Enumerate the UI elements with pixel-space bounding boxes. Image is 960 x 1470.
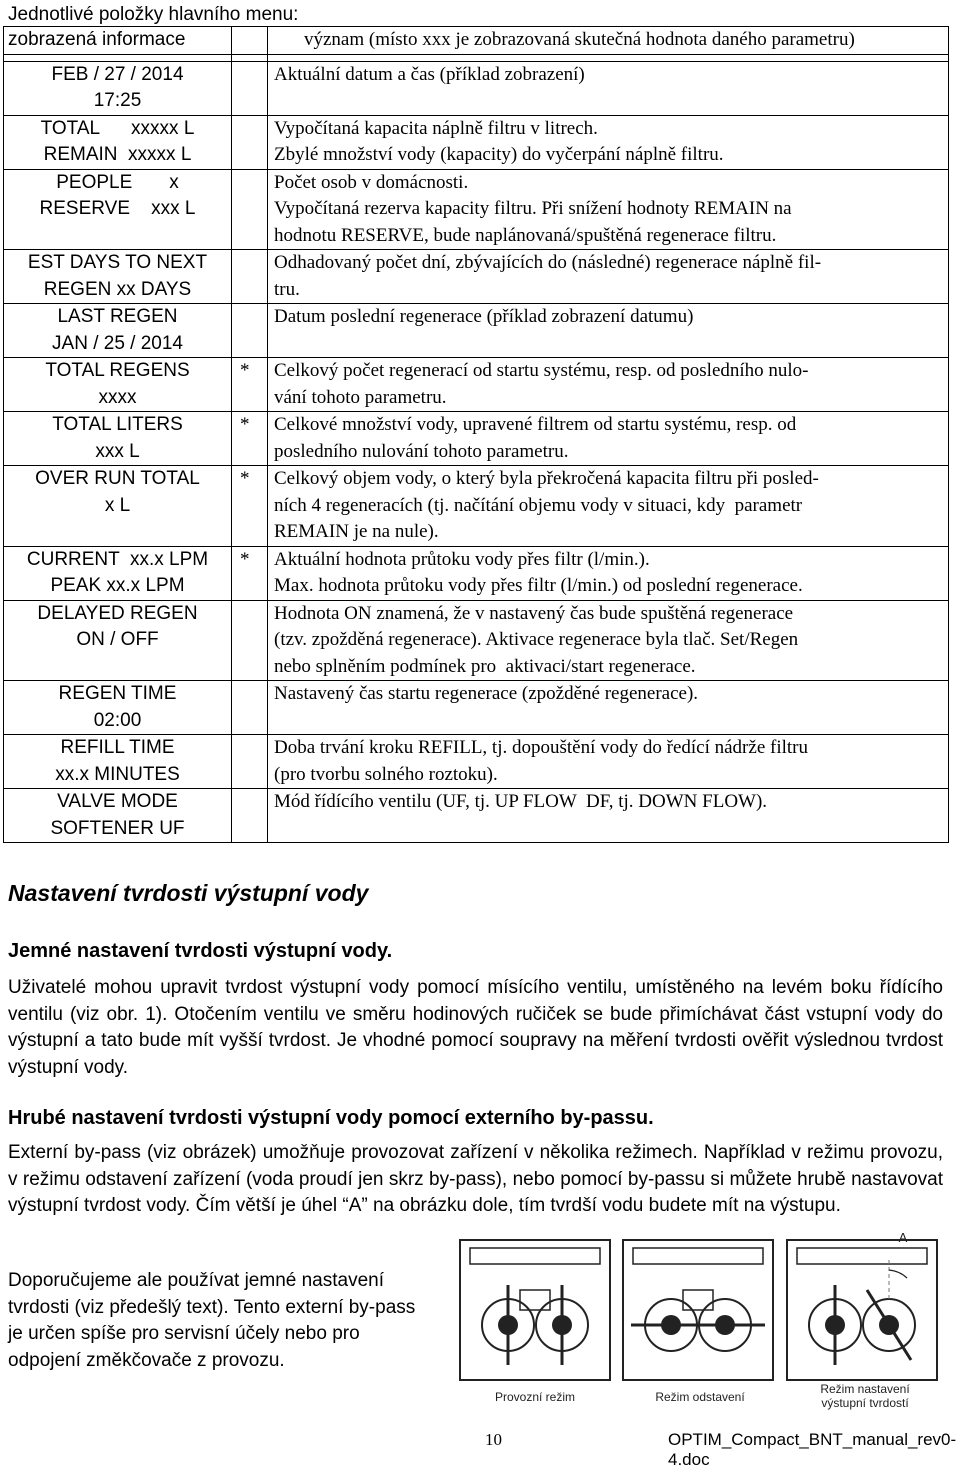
menu-items-table xyxy=(3,26,949,843)
meaning-line: Nastavený čas startu regenerace (zpožděné regenerace). xyxy=(274,683,699,704)
fine-heading: Jemné nastavení tvrdosti výstupní vody. xyxy=(8,940,393,962)
row-star xyxy=(232,681,268,735)
row-meaning xyxy=(268,546,949,600)
row-info xyxy=(4,412,232,466)
meaning-line: Celkový počet regenerací od startu systému, resp. od posledního nulo- xyxy=(274,360,809,381)
row-info xyxy=(4,735,232,789)
meaning-line: (pro tvorbu solného roztoku). xyxy=(274,763,498,785)
info-line: REGEN TIME xyxy=(58,683,177,704)
table-row xyxy=(4,358,949,412)
info-line: FEB / 27 / 2014 xyxy=(51,63,184,85)
header-meaning: význam (místo xxx je zobrazovaná skutečná hodnota daného parametru) xyxy=(268,27,949,55)
row-info xyxy=(4,681,232,735)
row-star xyxy=(232,789,268,843)
table-row xyxy=(4,546,949,600)
row-info xyxy=(4,546,232,600)
row-meaning xyxy=(268,115,949,169)
table-spacer-row xyxy=(4,54,949,61)
row-meaning xyxy=(268,466,949,547)
meaning-line: Celkový objem vody, o který byla překročená kapacita filtru při posled- xyxy=(274,468,819,489)
meaning-line: Datum poslední regenerace (příklad zobrazení datumu) xyxy=(274,306,694,327)
row-info xyxy=(4,789,232,843)
meaning-line: Aktuální hodnota průtoku vody přes filtr (l/min.). xyxy=(274,548,650,570)
table-row xyxy=(4,681,949,735)
recommend-paragraph: Doporučujeme ale používat jemné nastavení tvrdosti (viz předešlý text). Tento externí by-pass je určen spíše pro servisní účely nebo pro odpojení změkčovače z provozu. xyxy=(8,1270,416,1371)
row-meaning xyxy=(268,169,949,250)
meaning-line: Počet osob v domácnosti. xyxy=(274,171,469,193)
row-meaning xyxy=(268,358,949,412)
info-line: TOTAL REGENS xyxy=(45,360,190,381)
row-star xyxy=(232,169,268,250)
table-row xyxy=(4,304,949,358)
info-line: REGEN xx DAYS xyxy=(43,278,192,300)
row-star: * xyxy=(232,358,268,412)
meaning-line: Hodnota ON znamená, že v nastavený čas bude spuštěná regenerace xyxy=(274,602,794,624)
row-star xyxy=(232,250,268,304)
row-star: * xyxy=(232,546,268,600)
info-line: xx.x MINUTES xyxy=(55,763,180,785)
bypass-valve-1 xyxy=(460,1240,610,1380)
bypass-figures xyxy=(455,1230,945,1415)
meaning-line: Max. hodnota průtoku vody přes filtr (l/min.) od poslední regenerace. xyxy=(274,575,803,596)
meaning-line: tru. xyxy=(274,278,300,300)
meaning-line: REMAIN je na nule). xyxy=(274,521,439,542)
figure-label-adjust: Režim nastavení výstupní tvrdostí xyxy=(820,1382,910,1410)
row-star: * xyxy=(232,412,268,466)
figure-label-shutdown: Režim odstavení xyxy=(655,1390,745,1404)
row-info xyxy=(4,250,232,304)
row-meaning xyxy=(268,412,949,466)
row-star xyxy=(232,600,268,681)
header-star xyxy=(232,27,268,55)
meaning-line: Mód řídícího ventilu (UF, tj. UP FLOW DF, tj. DOWN FLOW). xyxy=(274,791,768,812)
info-line: DELAYED REGEN xyxy=(37,602,198,624)
row-meaning xyxy=(268,600,949,681)
info-line: JAN / 25 / 2014 xyxy=(52,332,183,354)
meaning-line: (tzv. zpožděná regenerace). Aktivace regenerace byla tlač. Set/Regen xyxy=(274,629,799,650)
info-line: xxx L xyxy=(95,440,140,462)
info-line: PEAK xx.x LPM xyxy=(50,575,185,596)
info-line: VALVE MODE xyxy=(57,791,178,812)
table-row xyxy=(4,735,949,789)
row-info xyxy=(4,358,232,412)
meaning-line: Celkové množství vody, upravené filtrem od startu systému, resp. od xyxy=(274,414,797,435)
info-line: EST DAYS TO NEXT xyxy=(27,252,208,273)
row-info xyxy=(4,169,232,250)
row-star xyxy=(232,304,268,358)
info-line: TOTAL xxxxx L xyxy=(40,117,195,139)
fine-paragraph: Uživatelé mohou upravit tvrdost výstupní vody pomocí mísícího ventilu, umístěného na levém boku řídícího ventilu (viz obr. 1). Otočením ventilu ve směru hodinových ručiček se bude přimíchávat část vstupní vody do výstupní a tato bude mít vyšší tvrdost. Je vhodné pomocí soupravy na měření tvrdosti ověřit výslednou tvrdost výstupní vody. xyxy=(8,977,943,1078)
bypass-drawing xyxy=(455,1230,945,1390)
row-info xyxy=(4,466,232,547)
info-line: x L xyxy=(104,494,131,516)
meaning-line: nebo splněním podmínek pro aktivaci/start regenerace. xyxy=(274,655,696,677)
row-meaning xyxy=(268,681,949,735)
row-info xyxy=(4,115,232,169)
info-line: ON / OFF xyxy=(76,629,159,650)
coarse-heading: Hrubé nastavení tvrdosti výstupní vody pomocí externího by-passu. xyxy=(8,1107,654,1129)
info-line: 02:00 xyxy=(93,709,142,731)
bypass-valve-3 xyxy=(787,1240,937,1380)
row-star xyxy=(232,61,268,115)
table-row xyxy=(4,250,949,304)
meaning-line: Odhadovaný počet dní, zbývajících do (následné) regenerace náplně fil- xyxy=(274,252,822,273)
info-line: OVER RUN TOTAL xyxy=(35,468,200,489)
coarse-paragraph: Externí by-pass (viz obrázek) umožňuje provozovat zařízení v několika režimech. Například v režimu provozu, v režimu odstavení zařízení (voda proudí jen skrz by-pass), nebo pomocí by-passu si můžete hrubě nastavovat výstupní tvrdost vody. Čím větší je úhel “A” na obrázku dole, tím tvrdší vodu budete mít na výstupu. xyxy=(8,1142,943,1216)
row-star: * xyxy=(232,466,268,547)
meaning-line: hodnotu RESERVE, bude naplánovaná/spuštěná regenerace filtru. xyxy=(274,224,777,246)
header-info: zobrazená informace xyxy=(4,27,232,55)
table-header-row xyxy=(4,27,949,55)
table-row xyxy=(4,600,949,681)
info-line: RESERVE xxx L xyxy=(39,198,196,219)
row-meaning xyxy=(268,304,949,358)
meaning-line: Vypočítaná rezerva kapacity filtru. Při snížení hodnoty REMAIN na xyxy=(274,198,792,219)
page-number: 10 xyxy=(485,1430,502,1449)
info-line: CURRENT xx.x LPM xyxy=(26,548,209,570)
info-line: SOFTENER UF xyxy=(50,817,185,839)
table-row xyxy=(4,789,949,843)
meaning-line: Doba trvání kroku REFILL, tj. dopouštění vody do ředící nádrže filtru xyxy=(274,737,808,758)
row-info xyxy=(4,304,232,358)
row-info xyxy=(4,61,232,115)
row-meaning xyxy=(268,61,949,115)
info-line: TOTAL LITERS xyxy=(52,414,183,435)
bypass-valve-2 xyxy=(623,1240,773,1380)
row-meaning xyxy=(268,250,949,304)
table-body xyxy=(4,61,949,843)
info-line: xxxx xyxy=(98,386,137,408)
table-row xyxy=(4,466,949,547)
section-title: Nastavení tvrdosti výstupní vody xyxy=(8,880,369,906)
table-row xyxy=(4,169,949,250)
intro-text: Jednotlivé položky hlavního menu: xyxy=(8,4,299,25)
meaning-line: Aktuální datum a čas (příklad zobrazení) xyxy=(274,63,585,85)
info-line: PEOPLE x xyxy=(56,171,179,193)
meaning-line: ních 4 regeneracích (tj. načítání objemu vody v situaci, kdy parametr xyxy=(274,494,803,516)
info-line: LAST REGEN xyxy=(57,306,178,327)
row-star xyxy=(232,115,268,169)
meaning-line: posledního nulování tohoto parametru. xyxy=(274,440,569,462)
info-line: 17:25 xyxy=(93,90,142,111)
row-star xyxy=(232,735,268,789)
table-row xyxy=(4,115,949,169)
info-line: REMAIN xxxxx L xyxy=(43,144,192,165)
document-name: OPTIM_Compact_BNT_manual_rev0-4.doc xyxy=(668,1430,957,1469)
figure-label-operation: Provozní režim xyxy=(494,1390,576,1404)
row-meaning xyxy=(268,789,949,843)
table-row xyxy=(4,61,949,115)
meaning-line: vání tohoto parametru. xyxy=(274,386,447,408)
info-line: REFILL TIME xyxy=(60,737,175,758)
table-row xyxy=(4,412,949,466)
meaning-line: Zbylé množství vody (kapacity) do vyčerpání náplně filtru. xyxy=(274,144,724,165)
meaning-line: Vypočítaná kapacita náplně filtru v litrech. xyxy=(274,117,598,139)
row-meaning xyxy=(268,735,949,789)
figure-angle-label: A xyxy=(898,1230,908,1245)
row-info xyxy=(4,600,232,681)
